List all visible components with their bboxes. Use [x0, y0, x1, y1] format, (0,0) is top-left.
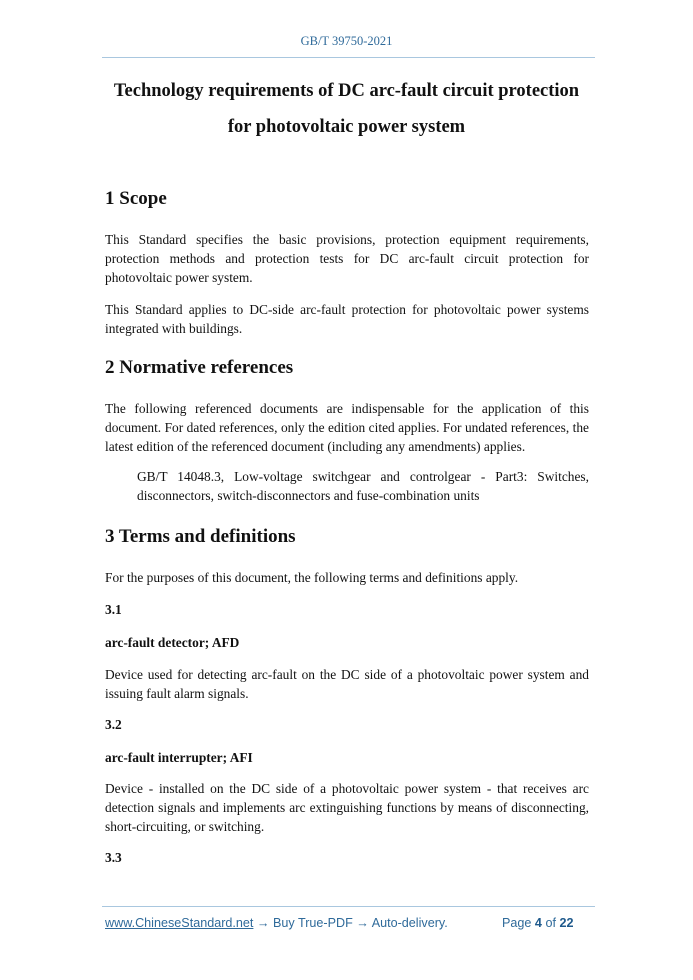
current-page: 4 — [534, 916, 542, 930]
header-doc-code: GB/T 39750-2021 — [300, 34, 393, 48]
normative-paragraph: The following referenced documents are indispensable for the application of this document. For dated references, only the edition cited applies. For undated references, the latest edition of the referenced document (including any amendments) applies. — [105, 401, 589, 454]
normative-reference-item: GB/T 14048.3, Low-voltage switchgear and controlgear - Part3: Switches, disconnectors, switch-disconnectors and fuse-combination units — [137, 469, 589, 503]
heading-terms-definitions: 3 Terms and definitions — [105, 526, 296, 547]
scope-paragraph-2: This Standard applies to DC-side arc-fault protection for photovoltaic power systems integrated with buildings. — [105, 302, 589, 336]
footer-divider — [102, 906, 595, 907]
of-label: of — [545, 916, 556, 930]
term-name: arc-fault detector; AFD — [105, 635, 240, 650]
header-divider — [102, 57, 595, 58]
page-label: Page — [502, 916, 532, 930]
term-definition: Device - installed on the DC side of a photovoltaic power system - that receives arc detection signals and implements arc extinguishing functions by means of disconnecting, short-circuiting, or switching. — [105, 781, 589, 834]
term-number: 3.3 — [105, 850, 122, 865]
term-name: arc-fault interrupter; AFI — [105, 750, 253, 765]
footer-promo — [105, 916, 448, 930]
scope-paragraph-1: This Standard specifies the basic provisions, protection equipment requirements, protection methods and protection tests for DC arc-fault circuit protection for photovoltaic power system. — [105, 232, 589, 285]
website-link[interactable]: www.ChineseStandard.net — [105, 916, 254, 930]
title-line-1: Technology requirements of DC arc-fault circuit protection — [113, 81, 580, 101]
term-number: 3.2 — [105, 717, 122, 732]
title-line-2: for photovoltaic power system — [227, 117, 466, 137]
term-definition: Device used for detecting arc-fault on the DC side of a photovoltaic power system and issuing fault alarm signals. — [105, 667, 589, 701]
terms-intro: For the purposes of this document, the following terms and definitions apply. — [105, 570, 519, 585]
term-number: 3.1 — [105, 602, 122, 617]
page-indicator — [502, 916, 573, 930]
total-pages: 22 — [559, 916, 574, 930]
footer-promo-text: → Buy True-PDF → Auto-delivery. — [253, 916, 448, 930]
heading-normative-references: 2 Normative references — [105, 357, 294, 378]
heading-scope: 1 Scope — [105, 188, 167, 209]
